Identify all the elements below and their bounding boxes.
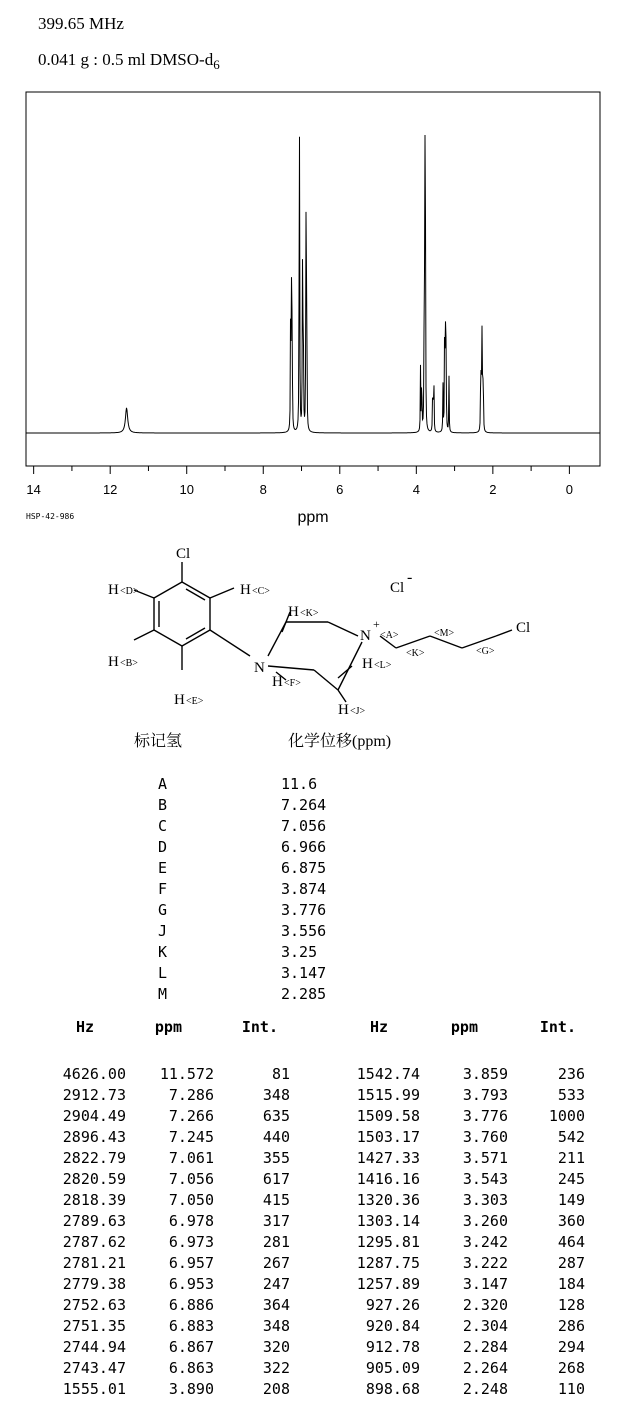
peak-table-cell: 149 [557, 1191, 585, 1209]
assignment-row [158, 837, 326, 858]
peak-table-cell: 2751.35 [62, 1317, 126, 1335]
peak-table-cell: 81 [271, 1065, 290, 1083]
peak-table-header: ppm [450, 1018, 478, 1036]
peak-table-cell: 2744.94 [62, 1338, 126, 1356]
assignment-shift: 7.056 [281, 817, 327, 835]
assignment-row [158, 942, 326, 963]
peak-table-cell: 7.061 [168, 1149, 214, 1167]
atom-n: N [254, 660, 265, 676]
assignment-row [158, 921, 326, 942]
peak-table-cell: 2781.21 [62, 1254, 126, 1272]
peak-table-cell: 927.26 [365, 1296, 420, 1314]
peak-table-row [0, 1358, 626, 1379]
label-c: <C> [252, 586, 270, 597]
peak-table-cell: 1542.74 [356, 1065, 420, 1083]
peak-table-row [0, 1253, 626, 1274]
peak-table-cell: 11.572 [159, 1065, 214, 1083]
peak-table-cell: 7.050 [168, 1191, 214, 1209]
peak-table-cell: 1503.17 [356, 1128, 420, 1146]
peak-table-cell: 6.973 [168, 1233, 214, 1251]
peak-table-cell: 1000 [548, 1107, 585, 1125]
peak-table-cell: 1427.33 [356, 1149, 420, 1167]
peak-table-row [0, 1316, 626, 1337]
assignment-label: F [158, 880, 168, 898]
peak-table-cell: 355 [262, 1149, 290, 1167]
peak-table-cell: 617 [262, 1170, 290, 1188]
peak-table-cell: 415 [262, 1191, 290, 1209]
assignment-label: E [158, 859, 168, 877]
peak-table-cell: 320 [262, 1338, 290, 1356]
peak-table-cell: 3.303 [462, 1191, 508, 1209]
atom-cl-ion: Cl [390, 580, 405, 596]
atom-h-e: H [174, 692, 185, 708]
peak-table-cell: 6.886 [168, 1296, 214, 1314]
label-j: <J> [350, 706, 366, 717]
sample-text: 0.041 g : 0.5 ml DMSO-d [38, 50, 214, 69]
assignment-label: D [158, 838, 168, 856]
peak-table-cell: 2.248 [462, 1380, 508, 1398]
atom-h-f: H [272, 674, 283, 690]
atom-labels [108, 546, 530, 718]
peak-table-cell: 348 [262, 1317, 290, 1335]
atom-h-k-top: H [288, 604, 299, 620]
peak-table-cell: 464 [557, 1233, 585, 1251]
peak-table-row [0, 1274, 626, 1295]
peak-table-cell: 2904.49 [62, 1107, 126, 1125]
x-tick-label: 8 [259, 482, 267, 497]
peak-table-cell: 635 [262, 1107, 290, 1125]
peak-table-cell: 533 [557, 1086, 585, 1104]
assignment-header-hydrogen: 标记氢 [134, 733, 183, 750]
peak-table-cell: 3.793 [462, 1086, 508, 1104]
atom-h-l: H [362, 656, 373, 672]
peak-table-row [0, 1064, 626, 1085]
atom-h-c: H [240, 582, 251, 598]
peak-table-cell: 920.84 [365, 1317, 420, 1335]
spectrum-code: HSP-42-986 [26, 512, 75, 521]
spectrometer-frequency: 399.65 MHz [38, 14, 124, 33]
peak-table-cell: 287 [557, 1254, 585, 1272]
peak-table-row [0, 1190, 626, 1211]
peak-table-cell: 184 [557, 1275, 585, 1293]
peak-table-cell: 3.242 [462, 1233, 508, 1251]
peak-table-cell: 360 [557, 1212, 585, 1230]
peak-table-cell: 912.78 [365, 1338, 420, 1356]
peak-table-cell: 6.863 [168, 1359, 214, 1377]
x-tick-label: 14 [26, 482, 41, 497]
atom-h-b: H [108, 654, 119, 670]
peak-table-cell: 3.571 [462, 1149, 508, 1167]
assignment-shift: 6.966 [281, 838, 327, 856]
assignment-row [158, 984, 326, 1005]
peak-table-row [0, 1232, 626, 1253]
peak-table-cell: 2912.73 [62, 1086, 126, 1104]
assignment-label: M [158, 985, 168, 1003]
peak-table-cell: 1320.36 [356, 1191, 420, 1209]
peak-table-cell: 247 [262, 1275, 290, 1293]
peak-table-row [0, 1337, 626, 1358]
peak-table-row [0, 1295, 626, 1316]
assignment-label: J [158, 922, 168, 940]
assignment-row [158, 816, 326, 837]
charge-plus: + [373, 617, 380, 631]
peak-table-cell: 2779.38 [62, 1275, 126, 1293]
peak-table-cell: 281 [262, 1233, 290, 1251]
label-l: <L> [374, 660, 392, 671]
peak-table-cell: 1257.89 [356, 1275, 420, 1293]
x-tick-label: 4 [412, 482, 420, 497]
peak-table-cell: 7.056 [168, 1170, 214, 1188]
assignment-shift: 3.874 [281, 880, 327, 898]
assignment-table [158, 774, 326, 1005]
assignment-header-shift: 化学位移(ppm) [288, 733, 392, 750]
peak-table-header: Int. [539, 1018, 576, 1036]
label-k-chain: <K> [406, 648, 425, 659]
atom-cl-top: Cl [176, 546, 191, 562]
x-axis-label: ppm [297, 509, 329, 526]
peak-table-cell: 1515.99 [356, 1086, 420, 1104]
peak-table-cell: 348 [262, 1086, 290, 1104]
peak-table-cell: 317 [262, 1212, 290, 1230]
assignment-row [158, 963, 326, 984]
peak-table-row [0, 1379, 626, 1400]
peak-table-cell: 6.978 [168, 1212, 214, 1230]
peak-table-cell: 267 [262, 1254, 290, 1272]
peak-table-row [0, 1169, 626, 1190]
peak-table-cell: 2789.63 [62, 1212, 126, 1230]
peak-table-cell: 128 [557, 1296, 585, 1314]
peak-table-cell: 905.09 [365, 1359, 420, 1377]
peak-table-cell: 7.266 [168, 1107, 214, 1125]
sample-subscript: 6 [213, 57, 220, 72]
peak-table-cell: 322 [262, 1359, 290, 1377]
assignment-shift: 3.776 [281, 901, 327, 919]
peak-table-cell: 2822.79 [62, 1149, 126, 1167]
label-e: <E> [186, 696, 204, 707]
spectrum-line [26, 135, 600, 433]
x-tick-label: 12 [102, 482, 118, 497]
peak-table-cell: 6.953 [168, 1275, 214, 1293]
assignment-shift: 3.556 [281, 922, 327, 940]
peak-table-cell: 211 [557, 1149, 585, 1167]
label-a: <A> [380, 630, 399, 641]
peak-table-cell: 2896.43 [62, 1128, 126, 1146]
assignment-label: G [158, 901, 168, 919]
peak-table-cell: 2.284 [462, 1338, 508, 1356]
label-g: <G> [476, 646, 495, 657]
peak-table-cell: 7.245 [168, 1128, 214, 1146]
nmr-spectrum-chart [0, 90, 626, 530]
x-tick-label: 2 [489, 482, 497, 497]
peak-table-cell: 6.867 [168, 1338, 214, 1356]
peak-table-cell: 2.304 [462, 1317, 508, 1335]
peak-table-cell: 1509.58 [356, 1107, 420, 1125]
peak-table-cell: 2820.59 [62, 1170, 126, 1188]
peak-table-cell: 3.147 [462, 1275, 508, 1293]
label-d: <D> [120, 586, 139, 597]
assignment-row [158, 774, 326, 795]
peak-table-header: Hz [369, 1018, 388, 1036]
assignment-shift: 6.875 [281, 859, 327, 877]
peak-table-cell: 6.883 [168, 1317, 214, 1335]
label-f: <F> [284, 678, 301, 689]
peak-table-cell: 3.890 [168, 1380, 214, 1398]
assignment-shift: 11.6 [281, 775, 318, 793]
plot-frame [26, 92, 600, 466]
peak-table-cell: 3.222 [462, 1254, 508, 1272]
assignment-row [158, 879, 326, 900]
peak-table-cell: 286 [557, 1317, 585, 1335]
peak-table-cell: 208 [262, 1380, 290, 1398]
assignment-shift: 7.264 [281, 796, 327, 814]
assignment-shift: 3.25 [281, 943, 318, 961]
peak-table-cell: 1295.81 [356, 1233, 420, 1251]
peak-table-row [0, 1085, 626, 1106]
peak-table-row [0, 1106, 626, 1127]
peak-table-row [0, 1148, 626, 1169]
peak-table-cell: 3.260 [462, 1212, 508, 1230]
peak-table-cell: 2.264 [462, 1359, 508, 1377]
peak-table-cell: 294 [557, 1338, 585, 1356]
peak-table-cell: 4626.00 [62, 1065, 126, 1083]
peak-table-cell: 2787.62 [62, 1233, 126, 1251]
charge-minus: - [407, 569, 413, 586]
label-k-top: <K> [300, 608, 319, 619]
peak-table-cell: 440 [262, 1128, 290, 1146]
assignment-shift: 2.285 [281, 985, 327, 1003]
assignment-label: A [158, 775, 168, 793]
peak-table-cell: 1555.01 [62, 1380, 126, 1398]
atom-n-plus: N [360, 628, 371, 644]
peak-table-header: Int. [241, 1018, 278, 1036]
peak-table-cell: 542 [557, 1128, 585, 1146]
assignment-row [158, 858, 326, 879]
x-axis-ticks [26, 466, 573, 497]
assignment-label: L [158, 964, 168, 982]
x-tick-label: 10 [179, 482, 194, 497]
peak-table-cell: 3.859 [462, 1065, 508, 1083]
assignment-label: B [158, 796, 168, 814]
label-m: <M> [434, 628, 455, 639]
label-b: <B> [120, 658, 138, 669]
peak-table-header: Hz [75, 1018, 94, 1036]
atom-cl-end: Cl [516, 620, 531, 636]
peak-table-row [0, 1211, 626, 1232]
assignment-label: C [158, 817, 168, 835]
x-tick-label: 0 [565, 482, 574, 497]
peak-table-cell: 236 [557, 1065, 585, 1083]
peak-table-cell: 1287.75 [356, 1254, 420, 1272]
peak-table-cell: 2752.63 [62, 1296, 126, 1314]
assignment-label: K [158, 943, 168, 961]
molecule-structure [100, 540, 560, 720]
atom-h-d: H [108, 582, 119, 598]
x-tick-label: 6 [336, 482, 344, 497]
atom-h-j: H [338, 702, 349, 718]
peak-table-cell: 6.957 [168, 1254, 214, 1272]
peak-table-cell: 2818.39 [62, 1191, 126, 1209]
peak-table-cell: 364 [262, 1296, 290, 1314]
assignment-shift: 3.147 [281, 964, 327, 982]
peak-table-cell: 7.286 [168, 1086, 214, 1104]
bonds [134, 562, 512, 702]
peak-table-cell: 245 [557, 1170, 585, 1188]
peak-table-cell: 2743.47 [62, 1359, 126, 1377]
assignment-row [158, 795, 326, 816]
peak-table-cell: 898.68 [365, 1380, 420, 1398]
peak-table-cell: 268 [557, 1359, 585, 1377]
peak-table-cell: 1416.16 [356, 1170, 420, 1188]
peak-table-row [0, 1127, 626, 1148]
peak-table-cell: 2.320 [462, 1296, 508, 1314]
peak-table-cell: 3.776 [462, 1107, 508, 1125]
peak-table-header: ppm [154, 1018, 182, 1036]
peak-table-cell: 1303.14 [356, 1212, 420, 1230]
peak-table-cell: 3.543 [462, 1170, 508, 1188]
assignment-row [158, 900, 326, 921]
sample-description [38, 50, 220, 70]
peak-table-cell: 110 [557, 1380, 585, 1398]
peak-table-cell: 3.760 [462, 1128, 508, 1146]
